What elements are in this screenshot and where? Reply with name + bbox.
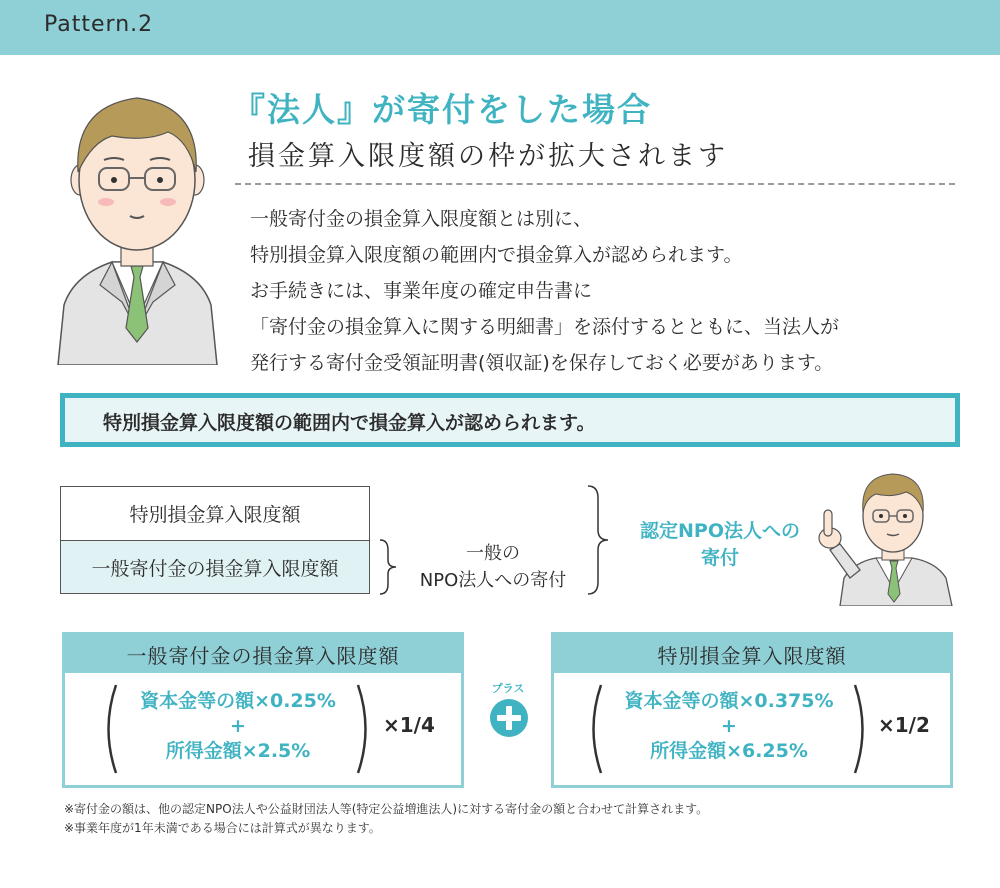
special-formula-line1: 資本金等の額×0.375%	[624, 690, 834, 712]
highlight-text: 特別損金算入限度額の範囲内で損金算入が認められます。	[103, 412, 596, 434]
description-line: 「寄付金の損金算入に関する明細書」を添付するとともに、当法人が	[250, 316, 840, 338]
certified-npo-line2: 寄付	[700, 547, 739, 569]
general-formula-line1: 資本金等の額×0.25%	[140, 690, 336, 712]
special-formula-plus: +	[721, 715, 737, 737]
special-formula-box	[551, 632, 953, 788]
description-line: お手続きには、事業年度の確定申告書に	[250, 280, 593, 302]
general-formula-line2: 所得金額×2.5%	[165, 740, 311, 762]
general-limit-box	[60, 540, 370, 594]
footnote-line: ※事業年度が1年未満である場合には計算式が異なります。	[64, 821, 381, 835]
general-formula-plus: +	[230, 715, 246, 737]
general-npo-label	[398, 540, 588, 594]
highlight-box	[60, 393, 960, 447]
pointing-businessman-illustration	[800, 466, 970, 606]
general-limit-label: 一般寄付金の損金算入限度額	[91, 557, 339, 580]
special-limit-box	[60, 486, 370, 540]
plus-label: プラス	[491, 682, 525, 695]
left-paren-icon	[99, 683, 119, 775]
footnotes	[64, 800, 708, 838]
general-npo-line2: NPO法人への寄付	[419, 570, 567, 591]
certified-npo-label	[610, 518, 830, 572]
certified-npo-line1: 認定NPO法人への	[640, 520, 800, 542]
small-brace-icon	[378, 538, 398, 596]
pattern-label: Pattern.2	[44, 12, 154, 37]
special-formula-line2: 所得金額×6.25%	[650, 740, 808, 762]
large-brace-icon	[586, 484, 610, 596]
special-formula-title: 特別損金算入限度額	[554, 635, 950, 673]
general-formula-multiplier: ×1/4	[383, 713, 435, 737]
general-npo-line1: 一般の	[466, 543, 520, 564]
footnote-line: ※寄付金の額は、他の認定NPO法人や公益財団法人等(特定公益増進法人)に対する寄付金の額と合わせて計算されます。	[64, 802, 709, 816]
general-formula-box	[62, 632, 464, 788]
right-paren-icon	[852, 683, 872, 775]
description-line: 発行する寄付金受領証明書(領収証)を保存しておく必要があります。	[250, 352, 834, 374]
special-limit-label: 特別損金算入限度額	[129, 504, 301, 526]
description-line: 特別損金算入限度額の範囲内で損金算入が認められます。	[250, 244, 743, 266]
general-formula-body	[65, 673, 461, 785]
right-paren-icon	[355, 683, 375, 775]
description	[250, 201, 970, 381]
businessman-illustration	[50, 70, 225, 365]
special-formula-body	[554, 673, 950, 785]
left-paren-icon	[584, 683, 604, 775]
title-sub: 損金算入限度額の枠が拡大されます	[248, 141, 728, 172]
dashed-divider	[235, 183, 955, 185]
special-formula-multiplier: ×1/2	[878, 713, 930, 737]
general-formula-lines	[123, 689, 353, 764]
header-band	[0, 0, 1000, 55]
general-formula-title: 一般寄付金の損金算入限度額	[65, 635, 461, 673]
special-formula-lines	[606, 689, 852, 764]
title-main: 『法人』が寄付をした場合	[232, 90, 652, 129]
description-line: 一般寄付金の損金算入限度額とは別に、	[250, 208, 593, 230]
plus-circle-icon	[489, 698, 529, 738]
